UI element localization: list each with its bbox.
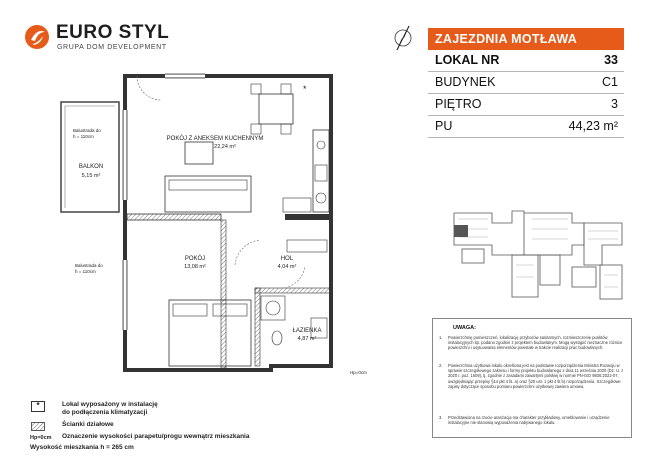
room-name-hall: HOL — [280, 256, 294, 262]
info-value: 33 — [604, 53, 618, 67]
legend-text: Oznaczenie wysokości parapetu/progu wewnątrz mieszkania — [62, 433, 250, 440]
notes-box — [432, 318, 632, 438]
room-area-bedroom: 13,08 m² — [184, 264, 206, 270]
info-label: BUDYNEK — [435, 75, 496, 89]
brand-name: EURO STYL — [56, 22, 170, 43]
balustrade-top-line1: Balustrada do — [73, 128, 101, 133]
room-name-living: POKÓJ Z ANEKSEM KUCHENNYM — [166, 136, 264, 142]
legend-text: Ścianki działowe — [62, 421, 114, 428]
info-label: LOKAL NR — [435, 53, 500, 67]
note-number: 2. — [439, 363, 443, 368]
info-value: 3 — [611, 97, 618, 111]
brand-tagline: GRUPA DOM DEVELOPMENT — [57, 44, 167, 51]
legend-item-ac — [30, 401, 158, 417]
floor-plan-drawing — [55, 70, 385, 390]
room-area-bathroom: 4,87 m² — [297, 336, 317, 342]
note-text: Powierzchnię pomieszczeń, lokalizację przyborów sanitarnych, rozmieszczenie punktów instalacyjnych itp. podano zgodnie z projektem budowlanym. Mogą wystąpić nieznaczne różnice powierzchni i usytuowania elementów powstałe w trakcie realizacji prac budowlanych. — [448, 335, 623, 351]
outer-walls — [125, 76, 331, 370]
notes-title: UWAGA: — [453, 325, 476, 331]
room-area-living: 22,24 m² — [214, 144, 236, 150]
logo-mark-icon — [24, 24, 50, 50]
north-arrow-icon — [387, 22, 419, 54]
unit-info-panel — [428, 28, 624, 138]
legend — [30, 401, 330, 456]
svg-text:*: * — [303, 84, 307, 94]
room-name-bathroom: ŁAZIENKA — [292, 328, 322, 334]
balustrade-bottom-line2: h = 110cm — [75, 269, 96, 274]
info-label: PIĘTRO — [435, 97, 482, 111]
note-number: 3. — [439, 415, 443, 420]
note-text: Powierzchnia użytkowa lokalu określona jest na podstawie rozporządzenia Ministra Rozwoju w sprawie szczegółowego zakresu i formy projektu budowlanego z dnia 11 września 2020 (Dz. U. z 2020 r. poz. 1609), tj. zgodnie z zasadami zawartymi polskiej w normie PN-ISO 9836:2022-07, uwzględniając przepisy §14 pkt 4 lit. a) oraz §20 ust. 1 pkt 4 lit b) rozporządzenia. Szczegółowe zapisy dotyczące sposobu pomiaru powierzchni użytkowej zawiera umowa. — [448, 363, 624, 389]
info-row-area — [428, 116, 624, 138]
legend-text: do podłączenia klimatyzacji — [62, 409, 148, 416]
room-area-hall: 4,04 m² — [277, 264, 297, 270]
threshold-label: Hp=0cm — [350, 370, 367, 375]
info-row-floor — [428, 94, 624, 116]
floor-plan — [55, 70, 385, 390]
hatch-icon — [31, 422, 45, 431]
legend-item-threshold — [30, 433, 249, 443]
balustrade-top-line2: h = 110cm — [73, 134, 94, 139]
investment-title: ZAJEZDNIA MOTŁAWA — [428, 28, 624, 50]
legend-text: Wysokość mieszkania h = 265 cm — [30, 444, 134, 451]
room-name-balcony: BALKON — [78, 164, 104, 170]
key-plan — [452, 205, 632, 310]
info-label: PU — [435, 119, 453, 133]
asterisk-icon: * — [31, 401, 45, 412]
legend-symbol-text: Hp=0cm — [30, 435, 52, 441]
unit-highlight — [454, 225, 468, 237]
note-text: Przedstawiona na rzucie aranżacja ma charakter przykładowy, umeblowanie i urządzenie instalacyjne nie stanowią wyposażenia nabywanego lokalu. — [448, 415, 610, 426]
info-value: 44,23 m² — [568, 119, 618, 133]
info-value: C1 — [602, 75, 618, 89]
room-area-balcony: 5,15 m² — [81, 173, 101, 179]
room-name-bedroom: POKÓJ — [184, 256, 206, 262]
info-row-unit — [428, 50, 624, 72]
legend-text: Lokal wyposażony w instalację — [62, 401, 158, 408]
key-plan-drawing — [452, 205, 632, 310]
balcony-outline — [61, 102, 119, 212]
brand-logo — [24, 22, 174, 58]
note-number: 1. — [439, 335, 443, 340]
balustrade-bottom-line1: Balustrada do — [75, 263, 103, 268]
legend-item-partition — [30, 421, 114, 431]
legend-item-height — [30, 444, 134, 452]
info-row-building — [428, 72, 624, 94]
